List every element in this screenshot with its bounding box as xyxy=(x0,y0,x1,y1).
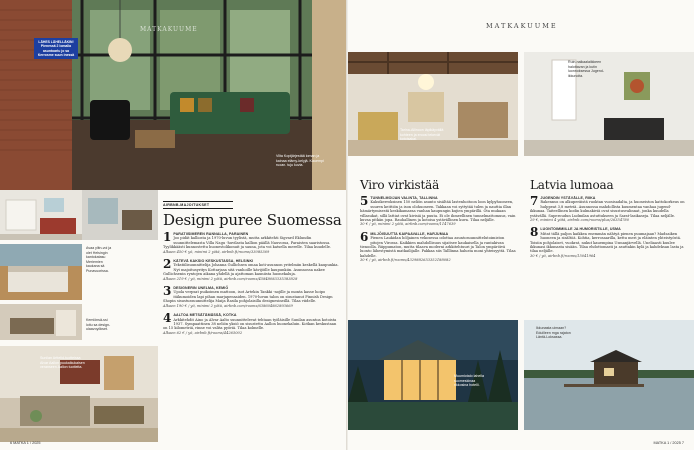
item-body: Tekstiilisuunnittelija Johanna Gullichsen omaa koti-asunnon yritelmiin keskellä kaupunkia. Nyt majoitusyritys Kottarjasa sitä vanhoille kävijöille kaupunkiin. Asunnossa nakee Gullichsenin ryntojen aikana yhdellä ja ajattoman kauniista huonekaluja. xyxy=(163,263,339,277)
item-number: 1 xyxy=(163,230,172,244)
hero-caption: Vilta Kopijärjestää loman ja kainaa elämy-kelyjä. Kauempi ruoan. tuju kuvia. xyxy=(276,154,324,168)
item-number: 3 xyxy=(163,284,172,299)
item-kicker: TUNNELMOIJAN VALINTA, TALLINNA xyxy=(370,196,438,200)
article-headline-viro: Viro virkistää xyxy=(360,178,440,192)
photo-living-room xyxy=(0,304,82,340)
item-body: Kaksikerroksinen 150 neliön asunto sisältää lastenhoitoon loon kylpyhuoneen, suuren keittiön ja ison olohuoneen. Takkaan voi syttytää tulen ja nauttia illan hämärtymisestä keskikamaraa vanhan kaupungin kujien ympärillä. Ota mukaan villasukat, sillä lattiat ovat kivisiä ja puuta. Ei ole ihmeellinen tunnelmattomuus, vain kuvaa pitkän jopa. Rauhallinen ja kotoisa ystävällinen kuva. Tilaa neljälle. xyxy=(360,200,516,223)
listing-item xyxy=(530,227,686,258)
item-meta[interactable]: Alkaen 62 € / yö, airbnb.fi/rooms/44265002 xyxy=(163,330,243,335)
item-number: 6 xyxy=(360,229,369,244)
article-body-latvia xyxy=(530,196,686,263)
listing-item xyxy=(163,313,341,335)
item-number: 2 xyxy=(163,257,172,272)
caption-lake-sauna: Ikkunasta uimaan? Eduilleen mga rajaton Läntä-Loksassa. xyxy=(536,326,571,340)
section-tag: AIRBNB-MAJOITUKSET xyxy=(163,201,233,209)
item-meta[interactable]: Alkaen 190 € / yö, minimi 2 yötä, airbnb.com/rooms/638604862893669 xyxy=(163,303,293,308)
item-kicker: PARATIISIMEREN RANNALLA, PARAINEN xyxy=(173,232,249,236)
item-kicker: DESIGNERIN UNELMA, KEMIÖ xyxy=(173,286,229,291)
item-meta[interactable]: 30 € / yö, minimi 2 yötä, airbnb.com/rooms/1147639 xyxy=(360,222,456,227)
item-body: Joo pidät kalliosta ja 1970-luvun tyylistä, mutta arkkitehti Sigvard Eklundin suunnittelemasta Villa Nagu -huvilasta kallion päällä Nauvossa, Paraisten saaristossa. Tyylikkäästi kunnostettu huonestolikonuit ja sauna, jota voi katsella merelle. Tilaa kuudelle. xyxy=(163,236,331,250)
listing-item xyxy=(530,196,686,222)
listing-item xyxy=(163,286,341,308)
article-headline-left: Design puree Suomessa xyxy=(163,211,342,229)
item-body: Arkkitehdit Aino ja Alvar Aalto suunnittelevat tehtaan työläisille Sunilan asuntoa kotoista 1937. Sympaattinen 38 neliön yksiö on sisustettu Aallon huonekaluin. Kotkan keskustaan on 15 kilometriä, rinne voi valita pyöriä. Tilaa kolmelle. xyxy=(163,317,337,331)
folio-right: MATKA 1 / 2025 7 xyxy=(653,441,684,445)
article-body-viro xyxy=(360,196,516,268)
item-number: 8 xyxy=(530,225,539,240)
photo-glass-cabin-night xyxy=(348,320,518,430)
folio-left: 6 MATKA 1 / 2025 xyxy=(10,441,41,445)
item-meta[interactable]: 30 € / yö, airbnb.fi/rooms/4329882653352188082 xyxy=(360,258,451,263)
caption-riga: Ruin-nalkaalaiikkeen halottavan ja kutin luonnoksessa Jugend-ikkunoita. xyxy=(568,60,604,78)
article-headline-latvia: Latvia lumoaa xyxy=(530,178,614,192)
caption-aalto: Sunilan Arttelid-tuotteissa Alvar Aallon puukaikukaisen veranseen Aallon tuotteita. xyxy=(40,356,85,370)
listing-item xyxy=(163,259,341,281)
running-header: MATKAKUUME xyxy=(486,22,558,30)
listing-item xyxy=(360,229,516,263)
listing-item xyxy=(163,232,341,254)
photo-lakeside-room xyxy=(82,190,158,240)
item-number: 5 xyxy=(360,194,369,208)
item-meta[interactable]: 30 € / yö, airbnb.fi/rooms/15041964 xyxy=(530,253,596,258)
item-body: Rakennus on alkuperäistä ruoktan vuosisadalta, ja huoneiston kattokorkeus on hulppeat 3,8 metriä. Asunnossa mahdollista kuumentaa vanhaa jugend-ikkunaa. Taiteellinen kodin kulmakiviä ovat sisustusvalinnat, jonka kuudella ystävällä. Superoudun Ludmilan astuttukseen ja Sarat-lasikaseja. Tilaa neljälle. xyxy=(530,200,685,218)
item-number: 7 xyxy=(530,194,539,208)
listing-item xyxy=(360,196,516,227)
item-number: 4 xyxy=(163,311,172,326)
caption-glass-cabin: Muumiotalo lahella suomeskinaa rikkosina hotelli. xyxy=(454,374,484,388)
watermark-text: MATKAKUUME xyxy=(140,26,198,33)
item-kicker: JUGENDIN YSTÄVÄLLE, RIIKA xyxy=(540,196,596,200)
item-body: Mitat tällä paljon kaikkea enemmän nähtyä pienen puumajaan? Madsaiken huoneen ja sisältöä. Kohtia, kerrosaarilla, kettu meri ja eläinten yhteistyöstä. Toisiin pohjolaiset, vuokrat, nukut kauempina Usmanjärvellä. Uneliaasti kuulee ikkunasi ikkunasta sisään. Tilaa ehdottomasti ja asuttakin kylä ja kahdeksan lasta ja tilaa neljälle. xyxy=(530,231,684,254)
item-kicker: LUONTOIMMIILLE JA HUMORISTILLE, USMA xyxy=(540,227,621,232)
item-kicker: MILJÖISUUTTA KAIPAAVALLE, HARJUMAA xyxy=(370,231,449,236)
photo-riga-interior xyxy=(524,52,694,156)
photo-bedroom xyxy=(0,244,82,300)
item-body: Pienen Laukidan höljainen vekosessa odottaa asuntosuunnittelutoimiston pitojen Virossa. Kaikkien mahdollisuus sijaitsee kaukaisella ja rantakivan tienoolla. Riippumaton, mutta tilaava moderni arkkitehtuuri ja Talon ympäröivä luonto lähestymistä matkailijalle. Pakkaa siis Talllinna halusta moni yhteisyyttä. Tilaa kahdelle. xyxy=(360,236,516,258)
caption-cabin: Kemiönsä-ssi loitu sa design-ulaavoyökset. xyxy=(86,318,111,332)
item-kicker: AALTOA METSÄTÄMÄSSÄ, KOTKA xyxy=(173,313,237,318)
caption-kitchen: Avaa ylitn-voi ja olet Helsingin kantokatasu Meriemien kaukana sä Punavuorissa. xyxy=(86,246,112,273)
item-meta[interactable]: Alkaen 219 € / yö, minimi 2 yötä, airbnb.com/rooms/45848083335383828 xyxy=(163,276,298,281)
highlight-badge: LÄHES LÄHELLÄKIN! Pienessä 2 lomalla asuntoarlu jo sa Kerrosme suun inessä xyxy=(34,38,78,59)
item-meta[interactable]: Alkaen 450 € yö, minimi 2 yötä, airbnb.fi/rooms/33085369 xyxy=(163,249,270,254)
photo-white-kitchen xyxy=(0,190,82,240)
item-body: Upola verpsat puikoimen mattoon, isot Artekin Tankki -nojille ja monta kasse hoipo itäkumoiden lapi pihan marjapensaiden. 1970-luvun talon on sisustanut Finnish Design Shopin sisustussuunnittelija Maija Rasila pohjolaisilla designesineillä. Tilaa viidelle. xyxy=(163,290,333,304)
item-meta[interactable]: 29 €, minimi 4 yötä, airbnb.com/rooms/plus/26354780 xyxy=(530,218,629,223)
caption-tallinn: Tarina-Allinoon läpikäyvällä kohteen ja eroosi tekevät kotoisakai. xyxy=(400,128,444,142)
item-kicker: KÄTEVÄ KAKSIO KESKUSTASSA, HELSINKI xyxy=(173,259,254,264)
article-body-left xyxy=(163,232,341,340)
